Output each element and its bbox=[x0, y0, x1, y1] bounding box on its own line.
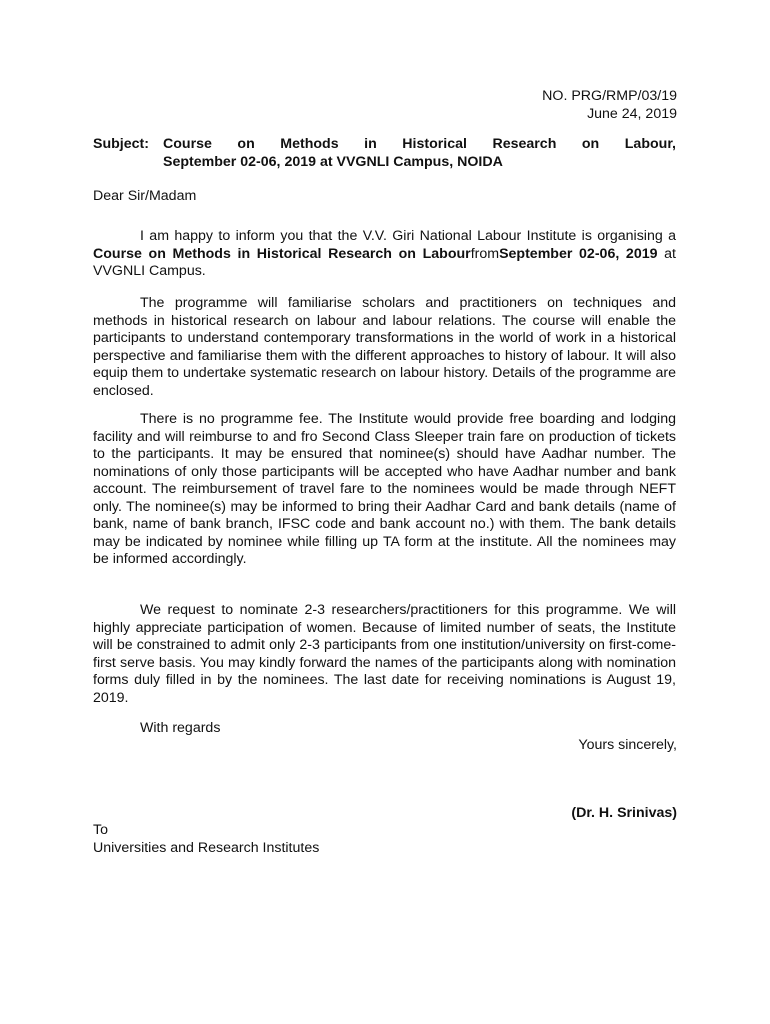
paragraph-invitation bbox=[93, 228, 676, 281]
salutation: Dear Sir/Madam bbox=[93, 188, 197, 204]
p1-from: from bbox=[470, 245, 500, 262]
subject-label: Subject: bbox=[93, 136, 149, 152]
subject-course-title: Course on Methods in Historical Research on Labour, bbox=[163, 136, 676, 152]
subject-text bbox=[163, 136, 676, 171]
recipient-to: To bbox=[93, 822, 108, 838]
paragraph-nomination-request: We request to nominate 2-3 researchers/practitioners for this programme. We will highly appreciate participation of women. Because of limited number of seats, the Institute will be constrained to admit only 2-3 participants from one institution/university on first-come-first serve basis. You may kindly forward the names of the participants along with nomination forms duly filled in by the nominees. The last date for receiving nominations is August 19, 2019. bbox=[93, 602, 676, 706]
paragraph-programme-description: The programme will familiarise scholars and practitioners on techniques and methods in historical research on labour and labour relations. The course will enable the participants to understand contemporary transformations in the world of work in a historical perspective and familiarise them with the different approaches to history of labour. It will also equip them to undertake systematic research on labour history. Details of the programme are enclosed. bbox=[93, 295, 676, 399]
subject-dates-venue: September 02-06, 2019 at VVGNLI Campus, NOIDA bbox=[163, 153, 503, 170]
signatory-name: (Dr. H. Srinivas) bbox=[571, 805, 677, 821]
p1-venue: at VVGNLI Campus. bbox=[93, 245, 676, 279]
reference-block bbox=[542, 88, 677, 123]
letter-date: June 24, 2019 bbox=[587, 105, 677, 122]
closing-sincerely: Yours sincerely, bbox=[578, 737, 677, 753]
p1-course-name: Course on Methods in Historical Research on Labour bbox=[93, 245, 471, 262]
recipient-name: Universities and Research Institutes bbox=[93, 839, 320, 856]
recipient-block bbox=[93, 822, 319, 857]
p1-intro: I am happy to inform you that the V.V. Giri National Labour Institute is organising a bbox=[140, 228, 676, 244]
paragraph-fees-and-travel: There is no programme fee. The Institute would provide free boarding and lodging facility and will reimburse to and fro Second Class Sleeper train fare on production of tickets to the participants. It may be ensured that nominee(s) should have Aadhar number. The nominations of only those participants will be accepted who have Aadhar number and bank account. The reimbursement of travel fare to the nominees would be made through NEFT only. The nominee(s) may be informed to bring their Aadhar Card and bank details (name of bank, name of bank branch, IFSC code and bank account no.) with them. The bank details may be indicated by nominee while filling up TA form at the institute. All the nominees may be informed accordingly. bbox=[93, 411, 676, 567]
reference-number: NO. PRG/RMP/03/19 bbox=[542, 88, 677, 104]
closing-regards: With regards bbox=[140, 720, 221, 736]
subject-line bbox=[93, 136, 676, 171]
p1-dates: September 02-06, 2019 bbox=[499, 245, 658, 262]
